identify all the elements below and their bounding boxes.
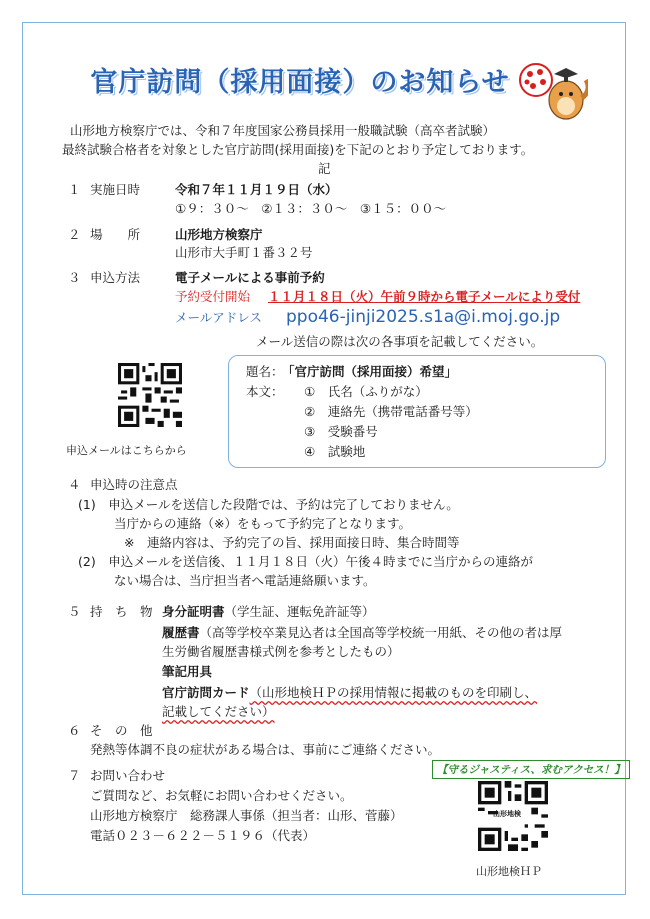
box-subject-label: 題名： xyxy=(246,364,284,379)
s4-line-4: (2) 申込メールを送信後、１１月１８日（火）午後４時までに当庁からの連絡が xyxy=(78,554,533,569)
s5-label: 持 ち 物 xyxy=(90,604,153,619)
s5-resume-bold: 履歴書 xyxy=(162,625,200,640)
intro-line-2: 最終試験合格者を対象とした官庁訪問(採用面接)を下記のとおり予定しております。 xyxy=(62,142,534,157)
ki-label: 記 xyxy=(318,161,331,176)
s3-start-label: 予約受付開始 xyxy=(175,289,251,304)
hp-qr-label: 山形地検 xyxy=(493,810,521,818)
s3-num: ３ xyxy=(68,270,81,285)
s7-num: ７ xyxy=(68,768,81,783)
s7-line-3: 電話０２３－６２２－５１９６（代表） xyxy=(90,828,316,843)
s3-note: メール送信の際は次の各事項を記載してください。 xyxy=(256,334,544,349)
slogan-badge: 【守るジャスティス、求むアクセス！】 xyxy=(432,760,630,779)
s5-id xyxy=(162,604,375,620)
s6-text: 発熱等体調不良の症状がある場合は、事前にご連絡ください。 xyxy=(90,742,441,757)
s4-line-5: ない場合は、当庁担当者へ電話連絡願います。 xyxy=(114,573,376,588)
s2-num: ２ xyxy=(68,227,81,242)
s4-label: 申込時の注意点 xyxy=(90,477,178,492)
s1-num: １ xyxy=(68,182,81,197)
s5-card-rest2: 記載してください） xyxy=(162,704,275,719)
s3-method: 電子メールによる事前予約 xyxy=(175,270,325,285)
s7-line-2: 山形地方検察庁 総務課人事係（担当者：山形、菅藤） xyxy=(90,808,403,823)
s4-line-2: 当庁からの連絡（※）をもって予約完了となります。 xyxy=(114,516,411,531)
s5-pen: 筆記用具 xyxy=(162,664,213,679)
box-item-4: ④ 試験地 xyxy=(304,444,366,459)
s5-resume xyxy=(162,625,562,641)
s5-id-bold: 身分証明書 xyxy=(162,604,225,619)
box-item-2: ② 連絡先（携帯電話番号等） xyxy=(304,404,478,419)
s4-line-3: ※ 連絡内容は、予約完了の旨、採用面接日時、集合時間等 xyxy=(124,535,460,550)
s2-label: 場 所 xyxy=(90,227,141,242)
s2-place: 山形地方検察庁 xyxy=(175,227,263,242)
apply-qr-code[interactable] xyxy=(118,363,182,427)
s5-card-bold: 官庁訪問カード xyxy=(162,685,250,700)
s6-num: ６ xyxy=(68,723,81,738)
mascot-illustration xyxy=(516,60,588,122)
s2-address: 山形市大手町１番３２号 xyxy=(175,245,313,260)
s3-start-text: １１月１８日（火）午前９時から電子メールにより受付 xyxy=(268,289,581,304)
s4-num: ４ xyxy=(68,477,81,492)
hp-caption: 山形地検ＨＰ xyxy=(476,865,542,878)
s1-times: ①９：３０～ ②１３：３０～ ③１５：００～ xyxy=(175,201,447,216)
s5-resume-rest1: （高等学校卒業見込者は全国高等学校統一用紙、その他の者は厚 xyxy=(199,625,563,640)
contact-email-link[interactable]: ppo46-jinji2025.s1a@i.moj.go.jp xyxy=(286,307,561,327)
s1-date: 令和７年１１月１９日（水） xyxy=(175,182,338,197)
box-subject: 「官庁訪問（採用面接）希望」 xyxy=(282,364,458,379)
intro-line-1: 山形地方検察庁では、令和７年度国家公務員採用一般職試験（高卒者試験） xyxy=(70,123,496,138)
s7-line-1: ご質問など、お気軽にお問い合わせください。 xyxy=(90,788,353,803)
box-item-1: ① 氏名（ふりがな） xyxy=(304,384,428,399)
s1-label: 実施日時 xyxy=(90,182,141,197)
s5-resume-rest2: 生労働省履歴書様式例を参考としたもの） xyxy=(162,644,400,659)
page-title: 官庁訪問（採用面接）のお知らせ xyxy=(90,67,510,98)
box-body-label: 本文： xyxy=(246,384,284,399)
s3-label: 申込方法 xyxy=(90,270,141,285)
s6-label: そ の 他 xyxy=(90,723,153,738)
box-item-3: ③ 受験番号 xyxy=(304,424,378,439)
s5-card xyxy=(162,685,537,701)
s4-line-1: (1) 申込メールを送信した段階では、予約は完了しておりません。 xyxy=(78,497,459,512)
s7-label: お問い合わせ xyxy=(90,768,166,783)
s5-id-rest: （学生証、運転免許証等） xyxy=(224,604,375,619)
s5-card-rest1: （山形地検ＨＰの採用情報に掲載のものを印刷し、 xyxy=(249,685,538,700)
s3-mail-label: メールアドレス xyxy=(175,310,262,325)
s5-num: ５ xyxy=(68,604,81,619)
qr-caption: 申込メールはこちらから xyxy=(66,444,187,457)
